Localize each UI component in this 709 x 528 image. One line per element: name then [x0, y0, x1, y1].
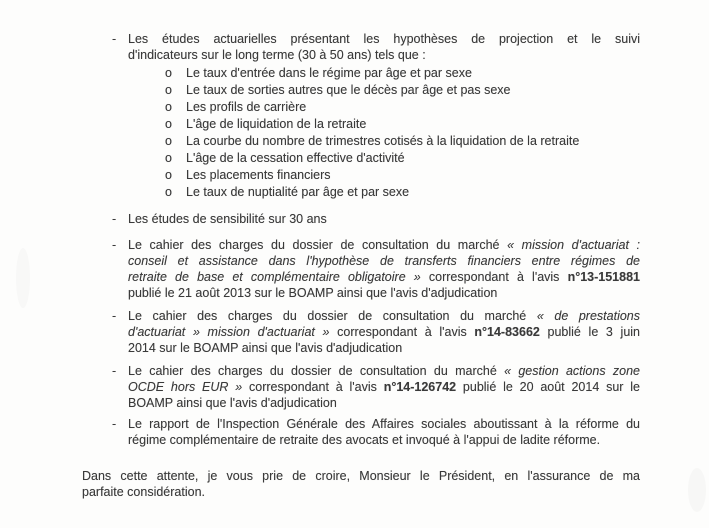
notice-number: n°13-151881	[567, 270, 640, 284]
text-line	[128, 47, 640, 63]
line-text: 2014 sur le BOAMP ainsi que l'avis d'adjudication	[128, 341, 403, 355]
sub-bullet-item	[165, 184, 640, 200]
text-line	[128, 416, 640, 432]
bullet-market-actuarial-mission	[112, 237, 641, 301]
sub-item-text: Le taux d'entrée dans le régime par âge et par sexe	[186, 66, 472, 80]
sub-item-text: Les placements financiers	[186, 168, 331, 182]
line-text: publié le 20 août 2014 sur le	[456, 380, 640, 394]
text-line	[128, 211, 640, 227]
circle-bullet-marker: o	[165, 117, 172, 131]
text-line	[128, 432, 640, 448]
text-line	[128, 308, 640, 324]
line-text-italic: retraite de base et complémentaire obligatoire »	[128, 270, 421, 284]
sub-bullet-item	[165, 65, 640, 81]
notice-number: n°14-83662	[474, 325, 540, 339]
circle-bullet-marker: o	[165, 185, 172, 199]
sub-item-text: L'âge de la cessation effective d'activité	[186, 151, 405, 165]
line-text-italic: « gestion actions zone	[504, 364, 641, 378]
circle-bullet-marker: o	[165, 134, 172, 148]
line-text: correspondant à l'avis	[329, 325, 475, 339]
line-text: Le rapport de l'Inspection Générale des Affaires sociales aboutissant à la réforme du	[128, 417, 640, 431]
content-column	[112, 31, 641, 448]
bullet-actuarial-studies	[112, 31, 640, 63]
line-text: d'indicateurs sur le long terme (30 à 50 ans) tels que :	[128, 48, 426, 62]
line-text: correspondant à l'avis	[420, 270, 568, 284]
dash-bullet-marker: -	[112, 364, 117, 378]
dash-bullet-marker: -	[112, 309, 117, 323]
line-text: Dans cette attente, je vous prie de croire, Monsieur le Président, en l'assurance de ma	[82, 469, 640, 483]
text-line	[82, 468, 640, 484]
sub-bullet-item	[165, 150, 640, 166]
line-text: Les études actuarielles présentant les hypothèses de projection et le suivi	[128, 32, 640, 46]
line-text-italic: conseil et assistance dans l'hypothèse de transferts financiers entre régimes de	[128, 254, 640, 268]
line-text: Les études de sensibilité sur 30 ans	[128, 212, 327, 226]
text-line	[128, 363, 640, 379]
line-text: Le cahier des charges du dossier de consultation du marché	[128, 309, 537, 323]
bullet-market-ocde-equities	[112, 363, 641, 411]
notice-number: n°14-126742	[383, 380, 457, 394]
text-line	[128, 253, 640, 269]
circle-bullet-marker: o	[165, 83, 172, 97]
circle-bullet-marker: o	[165, 168, 172, 182]
sub-item-text: Le taux de sorties autres que le décès par âge et pas sexe	[186, 83, 511, 97]
closing-paragraph	[82, 468, 640, 500]
line-text-italic: d'actuariat » mission d'actuariat »	[128, 325, 330, 339]
text-line	[128, 379, 640, 395]
line-text: régime complémentaire de retraite des avocats et invoqué à l'appui de ladite réforme.	[128, 433, 601, 447]
line-text: BOAMP ainsi que l'avis d'adjudication	[128, 396, 337, 410]
line-text: correspondant à l'avis	[242, 380, 384, 394]
line-text: Le cahier des charges du dossier de consultation du marché	[128, 364, 505, 378]
line-text-italic: « de prestations	[536, 309, 640, 323]
text-line	[128, 237, 640, 253]
sub-bullet-item	[165, 99, 640, 115]
circle-bullet-marker: o	[165, 66, 172, 80]
indicator-sub-list	[165, 65, 640, 200]
sub-bullet-item	[165, 167, 640, 183]
text-line	[82, 484, 640, 500]
line-text: parfaite considération.	[82, 485, 205, 499]
sub-item-text: Les profils de carrière	[186, 100, 307, 114]
circle-bullet-marker: o	[165, 151, 172, 165]
scan-smudge	[16, 248, 30, 308]
line-text-italic: « mission d'actuariat :	[507, 238, 641, 252]
sub-bullet-item	[165, 133, 640, 149]
bullet-market-actuarial-services	[112, 308, 640, 356]
line-text-italic: OCDE hors EUR »	[128, 380, 243, 394]
bullet-igas-report	[112, 416, 640, 448]
scan-smudge	[688, 468, 706, 512]
dash-bullet-marker: -	[112, 417, 117, 431]
line-text: publié le 3 juin	[539, 325, 640, 339]
text-line	[128, 31, 640, 47]
sub-bullet-item	[165, 116, 640, 132]
text-line	[128, 269, 640, 285]
sub-item-text: La courbe du nombre de trimestres cotisés à la liquidation de la retraite	[186, 134, 580, 148]
dash-bullet-marker: -	[112, 32, 117, 46]
text-line	[128, 395, 640, 411]
text-line	[128, 340, 640, 356]
line-text: publié le 21 août 2013 sur le BOAMP ainsi que l'avis d'adjudication	[128, 286, 498, 300]
sub-item-text: Le taux de nuptialité par âge et par sexe	[186, 185, 410, 199]
circle-bullet-marker: o	[165, 100, 172, 114]
bullet-sensitivity-studies	[112, 211, 640, 227]
sub-item-text: L'âge de liquidation de la retraite	[186, 117, 367, 131]
dash-bullet-marker: -	[112, 238, 117, 252]
sub-bullet-item	[165, 82, 640, 98]
line-text: Le cahier des charges du dossier de consultation du marché	[128, 238, 508, 252]
text-line	[128, 285, 640, 301]
text-line	[128, 324, 640, 340]
dash-bullet-marker: -	[112, 212, 117, 226]
